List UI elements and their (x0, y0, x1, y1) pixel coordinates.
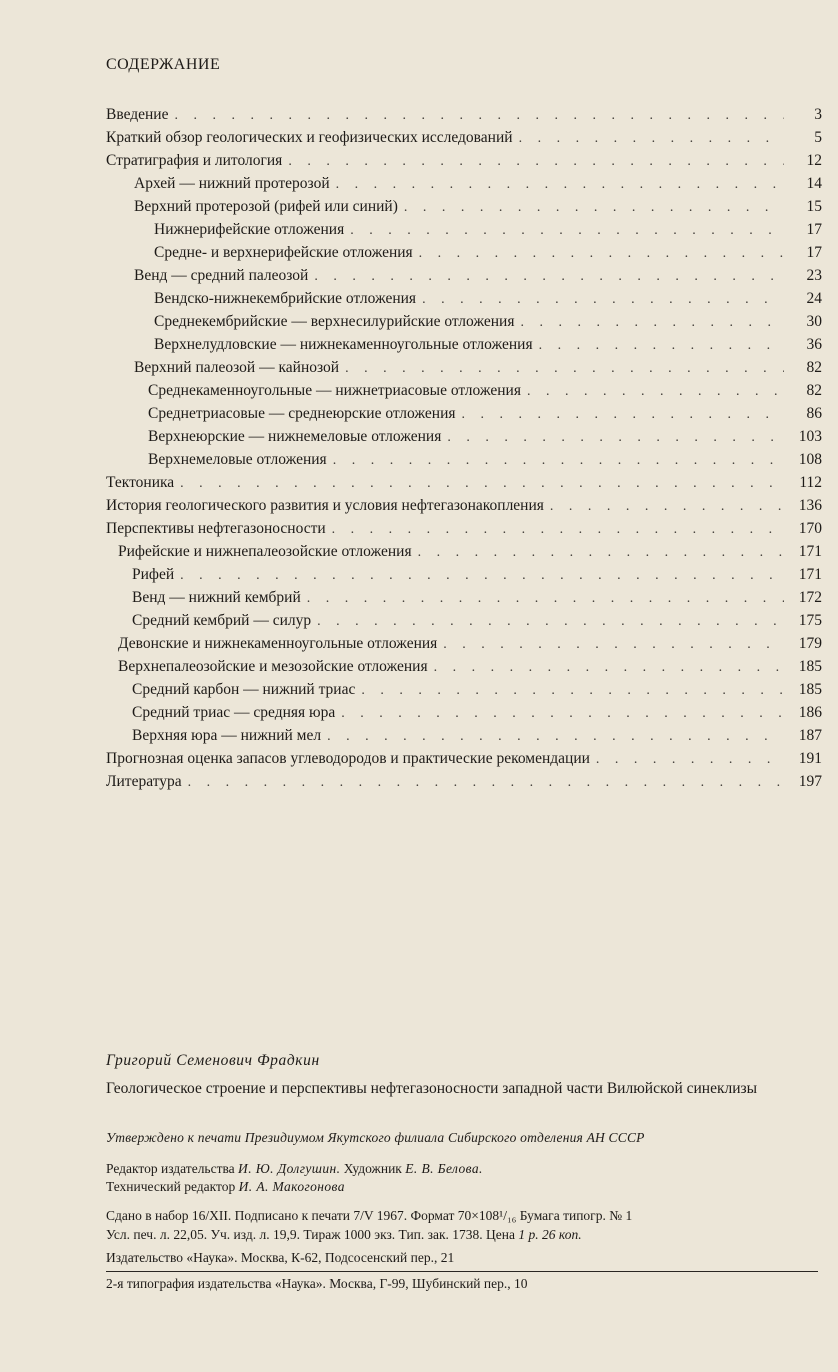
dot-leader (327, 729, 784, 745)
credits-line-editors (106, 1160, 806, 1178)
dot-leader (174, 108, 784, 124)
toc-entry (106, 520, 822, 542)
toc-entry-page: 23 (806, 267, 822, 284)
toc-entry-title: Тектоника (106, 474, 175, 491)
dot-leader (180, 568, 784, 584)
dot-leader (336, 177, 784, 193)
dot-leader (434, 660, 784, 676)
toc-entry-page: 108 (798, 451, 822, 468)
price: 1 р. 26 коп. (518, 1227, 582, 1242)
toc-entry (154, 313, 822, 335)
toc-entry (118, 543, 822, 565)
toc-entry-page: 191 (798, 750, 822, 767)
toc-entry (132, 704, 822, 726)
toc-entry-page: 3 (814, 106, 822, 123)
dot-leader (314, 269, 784, 285)
toc-entry-page: 171 (798, 543, 822, 560)
toc-entry-title: Верхнелудловские — нижнекаменноугольные отложения (154, 336, 533, 353)
toc-entry-title: Среднетриасовые — среднеюрские отложения (148, 405, 456, 422)
dot-leader (419, 246, 784, 262)
toc-entry (106, 152, 822, 174)
toc-entry-title: Среднекаменноугольные — нижнетриасовые отложения (148, 382, 521, 399)
toc-entry-page: 112 (799, 474, 822, 491)
toc-entry (106, 773, 822, 795)
dot-leader (539, 338, 784, 354)
dot-leader (422, 292, 784, 308)
toc-entry-page: 185 (798, 658, 822, 675)
tech-editor-label: Технический редактор (106, 1179, 236, 1194)
toc-entry (118, 658, 822, 680)
dot-leader (345, 361, 784, 377)
toc-entry-page: 17 (806, 221, 822, 238)
toc-entry-page: 36 (806, 336, 822, 353)
toc-entry (148, 428, 822, 450)
credits (106, 1160, 806, 1196)
toc-entry-page: 187 (798, 727, 822, 744)
toc-entry (148, 405, 822, 427)
toc-entry (106, 750, 822, 772)
toc-entry-title: Нижнерифейские отложения (154, 221, 345, 238)
dot-leader (361, 683, 784, 699)
toc-entry (132, 566, 822, 588)
toc-entry-page: 136 (798, 497, 822, 514)
toc-entry-page: 175 (798, 612, 822, 629)
dot-leader (307, 591, 784, 607)
toc-entry-title: Верхнепалеозойские и мезозойские отложения (118, 658, 428, 675)
toc-entry-title: Девонские и нижнекаменноугольные отложения (118, 635, 438, 652)
toc-entry-title: Средне- и верхнерифейские отложения (154, 244, 413, 261)
toc-entry-title: Венд — средний палеозой (134, 267, 309, 284)
toc-entry (154, 336, 822, 358)
toc-entry-page: 179 (798, 635, 822, 652)
toc-entry-page: 103 (798, 428, 822, 445)
toc-entry (106, 474, 822, 496)
toc-entry-title: Верхний протерозой (рифей или синий) (134, 198, 398, 215)
toc-entry (132, 589, 822, 611)
toc-entry (134, 359, 822, 381)
toc-entry-page: 30 (806, 313, 822, 330)
toc-entry-title: Литература (106, 773, 182, 790)
dot-leader (180, 476, 784, 492)
publisher: Издательство «Наука». Москва, К-62, Подсосенский пер., 21 (106, 1250, 455, 1265)
toc-entry-page: 5 (814, 129, 822, 146)
toc-entry (132, 727, 822, 749)
divider (106, 1271, 818, 1272)
dot-leader (596, 752, 784, 768)
toc-entry-title: Стратиграфия и литология (106, 152, 283, 169)
toc-entry-page: 171 (798, 566, 822, 583)
toc-entry (132, 681, 822, 703)
toc-entry (148, 382, 822, 404)
toc-entry-page: 15 (806, 198, 822, 215)
toc-entry-page: 186 (798, 704, 822, 721)
toc-entry (154, 290, 822, 312)
toc-entry (118, 635, 822, 657)
toc-entry-page: 185 (798, 681, 822, 698)
printer: 2-я типография издательства «Наука». Москва, Г-99, Шубинский пер., 10 (106, 1276, 528, 1291)
dot-leader (527, 384, 784, 400)
artist-name: Е. В. Белова. (405, 1161, 483, 1176)
editor-name: И. Ю. Долгушин. (238, 1161, 341, 1176)
toc-entry-page: 82 (806, 382, 822, 399)
dot-leader (447, 430, 784, 446)
book-title: Геологическое строение и перспективы нефтегазоносности западной части Вилюйской синеклизы (106, 1080, 758, 1097)
print-line-2 (106, 1225, 822, 1244)
toc-entry-title: Средний триас — средняя юра (132, 704, 336, 721)
toc-entry-title: Средний карбон — нижний триас (132, 681, 356, 698)
toc-entry-title: Венд — нижний кембрий (132, 589, 301, 606)
approval-note: Утверждено к печати Президиумом Якутского филиала Сибирского отделения АН СССР (106, 1130, 645, 1145)
dot-leader (341, 706, 784, 722)
toc-entry-title: Краткий обзор геологических и геофизических исследований (106, 129, 513, 146)
toc-entry-page: 197 (798, 773, 822, 790)
dot-leader (550, 499, 784, 515)
dot-leader (333, 453, 784, 469)
toc-entry-title: Рифей (132, 566, 175, 583)
toc-entry-page: 24 (806, 290, 822, 307)
dot-leader (520, 315, 784, 331)
artist-label: Художник (343, 1161, 402, 1176)
dot-leader (418, 545, 784, 561)
dot-leader (519, 131, 784, 147)
toc-entry (106, 497, 822, 519)
toc-entry (106, 129, 822, 151)
dot-leader (404, 200, 784, 216)
toc-entry-page: 170 (798, 520, 822, 537)
toc-entry (106, 106, 822, 128)
toc-entry-page: 14 (806, 175, 822, 192)
toc-entry (134, 267, 822, 289)
toc-entry-page: 172 (798, 589, 822, 606)
toc-entry (132, 612, 822, 634)
toc-entry (148, 451, 822, 473)
toc-entry-title: Верхняя юра — нижний мел (132, 727, 322, 744)
dot-leader (317, 614, 784, 630)
toc-entry-page: 86 (806, 405, 822, 422)
print-info (106, 1206, 822, 1244)
toc-entry-title: Верхнеюрские — нижнемеловые отложения (148, 428, 442, 445)
toc-entry-title: Среднекембрийские — верхнесилурийские отложения (154, 313, 515, 330)
dot-leader (443, 637, 784, 653)
dot-leader (462, 407, 785, 423)
toc-entry-page: 82 (806, 359, 822, 376)
toc-entry-page: 12 (806, 152, 822, 169)
toc-entry (134, 198, 822, 220)
toc-entry-title: Вендско-нижнекембрийские отложения (154, 290, 417, 307)
toc-entry-title: Верхний палеозой — кайнозой (134, 359, 340, 376)
dot-leader (188, 775, 784, 791)
editor-label: Редактор издательства (106, 1161, 235, 1176)
print-line-2-main: Усл. печ. л. 22,05. Уч. изд. л. 19,9. Тираж 1000 экз. Тип. зак. 1738. Цена (106, 1227, 516, 1242)
author-name: Григорий Семенович Фрадкин (106, 1052, 320, 1069)
dot-leader (350, 223, 784, 239)
toc-entry (134, 175, 822, 197)
toc-entry-title: Введение (106, 106, 169, 123)
dot-leader (288, 154, 784, 170)
toc-entry-page: 17 (806, 244, 822, 261)
toc-entry-title: Прогнозная оценка запасов углеводородов и практические рекомендации (106, 750, 590, 767)
toc-entry-title: Перспективы нефтегазоносности (106, 520, 326, 537)
toc-entry-title: Верхнемеловые отложения (148, 451, 327, 468)
toc-entry (154, 244, 822, 266)
credits-line-tech (106, 1178, 806, 1196)
toc-heading: СОДЕРЖАНИЕ (106, 56, 221, 73)
toc-entry-title: Рифейские и нижнепалеозойские отложения (118, 543, 412, 560)
toc-entry-title: История геологического развития и условия нефтегазонакопления (106, 497, 544, 514)
toc-entry-title: Средний кембрий — силур (132, 612, 312, 629)
toc-entry-title: Архей — нижний протерозой (134, 175, 330, 192)
dot-leader (332, 522, 784, 538)
toc-entry (154, 221, 822, 243)
print-line-1: Сдано в набор 16/XII. Подписано к печати 7/V 1967. Формат 70×108¹/₁₆ Бумага типогр. № 1 (106, 1208, 633, 1223)
tech-editor-name: И. А. Макогонова (238, 1179, 345, 1194)
